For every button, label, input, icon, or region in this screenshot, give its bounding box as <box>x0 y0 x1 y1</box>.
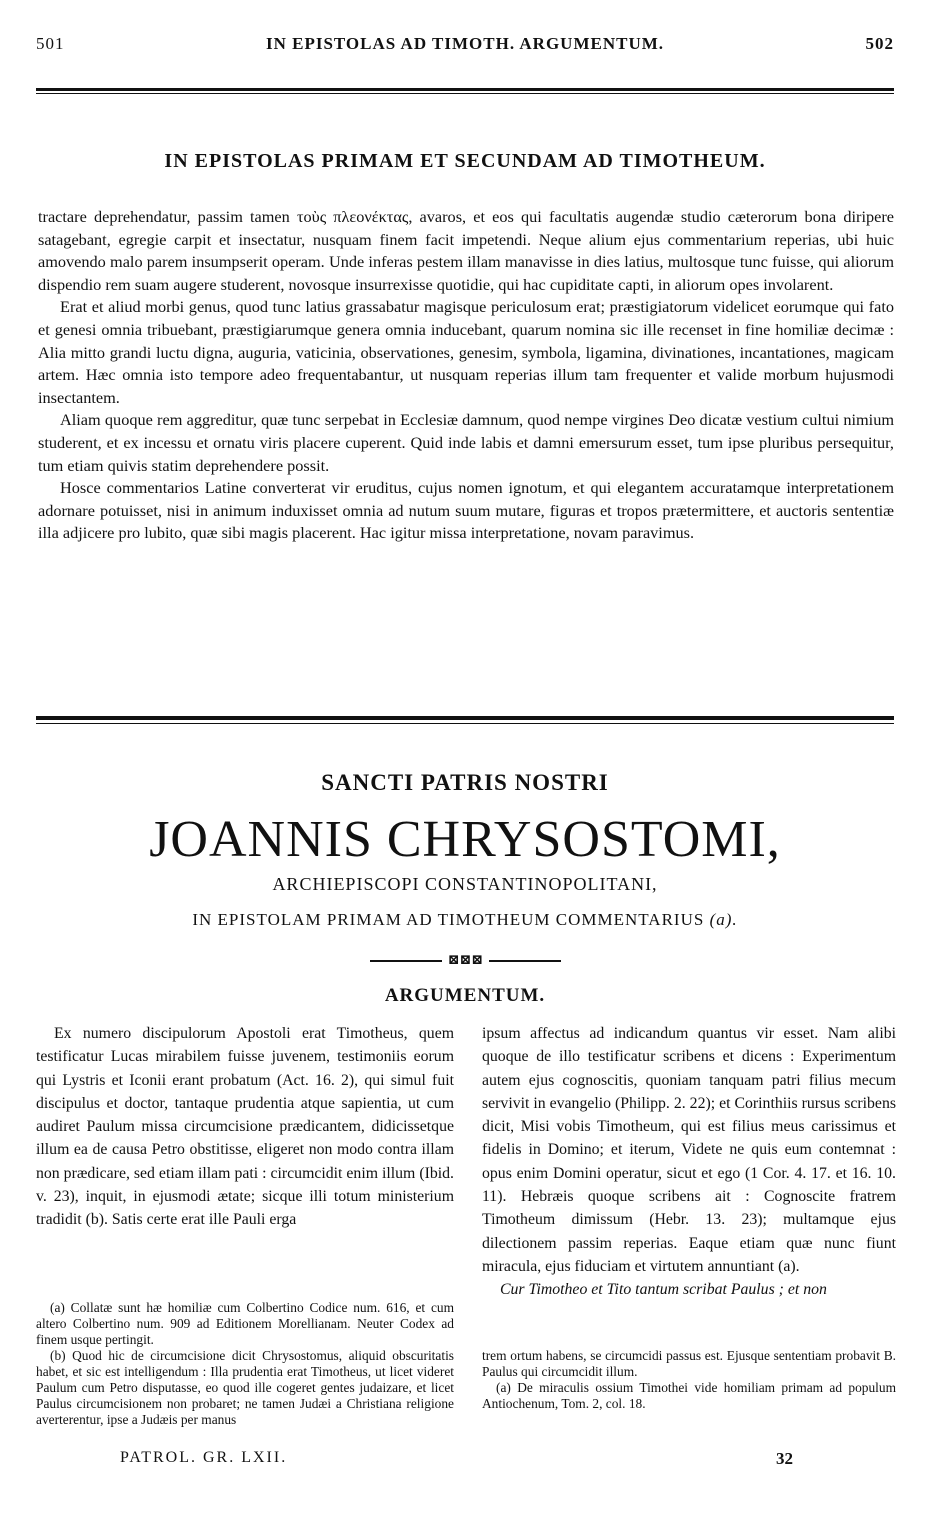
right-column-question <box>482 1278 896 1301</box>
footnotes-right <box>482 1348 896 1412</box>
author-title: ARCHIEPISCOPI CONSTANTINOPOLITANI, <box>272 874 658 894</box>
ornament-glyph: ⊠⊠⊠ <box>447 953 484 968</box>
right-column <box>482 1022 896 1302</box>
paragraph: tractare deprehendatur, passim tamen τοὺς πλεονέκτας, avaros, et eos qui facultatis augendæ studio cæterorum bona diripere satagebant, egregie carpit et insectatur, nusquam finem facit impetendi. Neque alium ejus commentarium reperias, ubi huic amovendo malo parem insumpserit operam. Unde inferas pestem illam manavisse in dies latius, multosque tunc fuisse, qui aliorum dispendio rem suam augere studerent, novosque insurrexisse quotidie, qui hac cupiditate capti, in aliorum opes involarent. <box>38 207 894 294</box>
work-title <box>36 910 894 930</box>
running-title: IN EPISTOLAS AD TIMOTH. ARGUMENTUM. <box>265 34 665 53</box>
author-name: JOANNIS CHRYSOSTOMI, <box>149 811 781 868</box>
ornament-line <box>489 960 561 962</box>
argumentum-heading: ARGUMENTUM. <box>384 985 546 1006</box>
paragraph: Aliam quoque rem aggreditur, quæ tunc serpebat in Ecclesiæ damnum, quod nempe virgines Deo dicatæ vestium cultui nimium studerent, et ex incessu et ornatu viris placere cuperent. Quid inde labis et damni emersurum esset, tum ipse pluribus persequitur, tum etiam quivis statim deprehendere possit. <box>38 410 894 475</box>
left-column <box>36 1022 454 1232</box>
paragraph: Erat et aliud morbi genus, quod tunc latius grassabatur magisque periculosum erat; præstigiatorum videlicet eorumque qui fato et genesi omnia tribuebant, præstigiarumque genera omnia inducebant, quarum nomina sic ille recenset in fine homiliæ decimæ : Alia mitto grandi luctu digna, auguria, vaticinia, observationes, genesim, symbola, ligamina, divinationes, incantationes, magicam artem. Hæc omnia isto tempore adeo frequentabantur, ut nusquam reperias illum tam frequenter et valide morbum hujusmodi insectantem. <box>38 297 894 407</box>
running-head <box>36 34 894 58</box>
section-divider <box>36 716 894 720</box>
work-title-note: (a). <box>709 910 738 929</box>
right-column-text: ipsum affectus ad indicandum quantus vir esset. Nam alibi quoque de illo testificatur scribens et dicens : Experimentum autem ejus cognoscitis, quoniam tanquam patri filius mecum servivit in evangelio (Philipp. 2. 22); et Corinthiis rursus scribens dicit, Misi vobis Timotheum, qui est filius meus carissimus et fidelis in Domino; et iterum, Videte ne quis eum contemnat : opus enim Domini operatur, sicut et ego (1 Cor. 4. 17. et 16. 10. 11). Hebræis quoque scribens ait : Cognoscite fratrem Timotheum dimissum (Hebr. 13. 23); multamque ejus dilectionem passim reperias. Eaque etiam quæ nunc fiunt miracula, ejus fiduciam et virtutem annuntiant (a). <box>482 1025 896 1275</box>
paragraph: Hosce commentarios Latine converterat vir eruditus, cujus nomen ignotum, et qui elegantem accuratamque interpretationem adornare potuisset, nisi in animum induxisset omnia ad nutum suum mutare, figuras et tropos prætermittere, et auctoris sententiæ illa adjicere pro lubito, quæ sibi magis placerent. Hac igitur missa interpretatione, novam paravimus. <box>38 478 894 543</box>
ornament-line <box>370 960 442 962</box>
work-title-text: IN EPISTOLAM PRIMAM AD TIMOTHEUM COMMENTARIUS <box>192 910 705 929</box>
page-number-left: 501 <box>36 34 65 53</box>
footnote: (a) Collatæ sunt hæ homiliæ cum Colbertino Codice num. 616, et cum altero Colbertino num. 909 ad Editionem Morellianam. Neuter Codex ad finem usque pertingit. <box>36 1300 454 1347</box>
page-number-right: 502 <box>865 34 894 53</box>
footnotes-left <box>36 1300 454 1428</box>
footnote: (a) De miraculis ossium Timothei vide homiliam primam ad populum Antiochenum, Tom. 2, col. 18. <box>482 1380 896 1411</box>
section-title: IN EPISTOLAS PRIMAM ET SECUNDAM AD TIMOTHEUM. <box>164 150 766 172</box>
ornament <box>0 952 931 969</box>
footnote: (b) Quod hic de circumcisione dicit Chrysostomus, aliquid obscuritatis habet, et sic est intelligendum : Illa prudentia erat Timotheus, ut licet videret Paulum cum Petro disputasse, eo quod ille cogeret gentes judaizare, et licet Paulus circumcisionem non probaret; ne tamen Judæi a Christiana religione averterentur, ipse a Judæis per manus <box>36 1348 454 1427</box>
section-body <box>38 206 894 545</box>
left-column-text: Ex numero discipulorum Apostoli erat Timotheus, quem testificatur Lucas mirabilem fuisse juvenem, testimoniis eorum qui Lystris et Iconii erant probatum (Act. 16. 2), qui simul fuit discipulus et doctor, tantaque prudentia atque sapientia, ut cum audiret Paulum missa circumcisione prædicantem, didicissetque illum ea de causa Petro obstitisse, eligeret non modo contra illam non prædicare, sed etiam illam pati : circumcidit enim illum (Ibid. v. 23), inquit, in ejusmodi ætate; sicque illi totum ministerium tradidit (b). Satis certe erat ille Pauli erga <box>36 1025 454 1229</box>
section-divider-thin <box>36 723 894 724</box>
header-rule <box>36 88 894 91</box>
title-line-1: SANCTI PATRIS NOSTRI <box>321 770 609 795</box>
header-rule-thin <box>36 93 894 94</box>
patrologia-signature: PATROL. GR. LXII. <box>120 1449 288 1466</box>
folio-number: 32 <box>776 1449 793 1468</box>
footnote: trem ortum habens, se circumcidi passus est. Ejusque sententiam probavit B. Paulus qui circumcidit illum. <box>482 1348 896 1379</box>
question-text: Cur Timotheo et Tito tantum scribat Paulus ; et non <box>500 1281 827 1299</box>
